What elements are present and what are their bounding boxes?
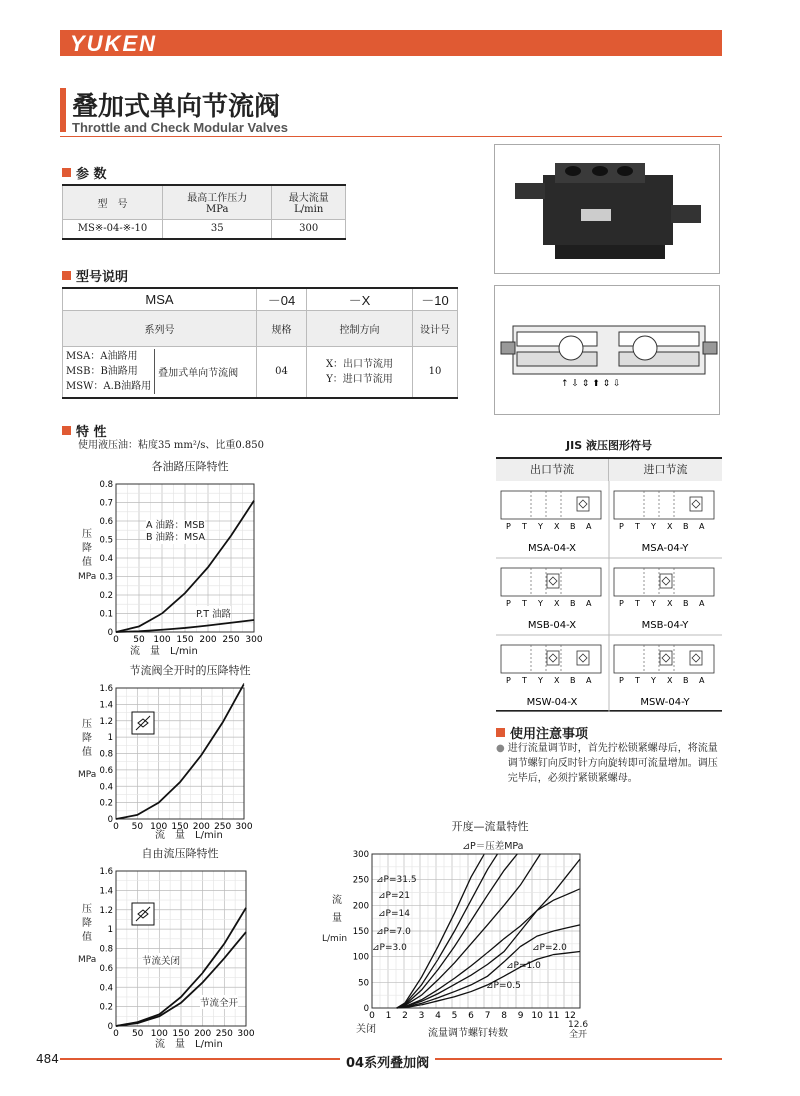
port-label: X xyxy=(667,599,673,608)
params-header-pressure: 最高工作压力 MPa xyxy=(163,185,272,219)
chart-full-open xyxy=(0,660,290,845)
port-label: X xyxy=(554,676,560,685)
port-label: X xyxy=(667,676,673,685)
port-label: T xyxy=(522,522,527,531)
x-tick-label: 0 xyxy=(113,635,119,645)
port-label: Y xyxy=(538,599,543,608)
pd-label: ⊿P=0.5 xyxy=(486,981,521,991)
x-tick-label: 1 xyxy=(385,1011,392,1021)
chart4-x-full: 12.6 全开 xyxy=(568,1020,589,1040)
size-value: 04 xyxy=(257,346,307,398)
port-label: P xyxy=(506,676,511,685)
x-tick-label: 250 xyxy=(222,635,240,645)
chart4-title: 开度—流量特性 xyxy=(451,820,529,833)
label-control: 控制方向 xyxy=(307,310,413,346)
svg-text:↑ ⇩ ⇕ ⬆ ⇕ ⇩: ↑ ⇩ ⇕ ⬆ ⇕ ⇩ xyxy=(561,379,621,389)
chart4-x-closed: 关闭 xyxy=(356,1024,376,1035)
y-tick-label: 0.6 xyxy=(99,765,113,776)
port-label: B xyxy=(570,599,576,608)
x-tick-label: 2 xyxy=(402,1011,408,1021)
port-label: B xyxy=(570,676,576,685)
x-tick-label: 50 xyxy=(133,635,145,645)
chart-free-flow xyxy=(0,843,290,1053)
chart-pressure-drop xyxy=(0,456,290,656)
y-tick-label: 0.5 xyxy=(99,535,113,546)
jis-col-in: 进口节流 xyxy=(609,459,722,481)
chart4-yunit: L/min xyxy=(322,934,348,944)
x-tick-label: 7 xyxy=(484,1011,491,1021)
chart2-ylabel: 压 降 值 xyxy=(82,719,92,758)
chart1-svg xyxy=(0,456,290,656)
footer-series: 04系列叠加阀 xyxy=(340,1052,435,1071)
y-tick-label: 0 xyxy=(107,815,113,825)
jis-model-label: MSB-04-Y xyxy=(641,620,689,631)
port-label: B xyxy=(683,676,689,685)
control-line-x: X：出口节流用 xyxy=(325,358,394,370)
y-tick-label: 50 xyxy=(358,978,369,989)
port-label: X xyxy=(554,522,560,531)
jis-symbol-cell xyxy=(609,491,722,558)
label-series: 系列号 xyxy=(63,310,257,346)
square-bullet-icon xyxy=(62,168,71,177)
x-tick-label: 150 xyxy=(176,635,194,645)
port-label: Y xyxy=(651,522,656,531)
port-label: Y xyxy=(651,599,656,608)
y-tick-label: 0.2 xyxy=(99,798,113,809)
y-tick-label: 1.4 xyxy=(99,700,113,711)
x-tick-label: 50 xyxy=(131,822,144,832)
x-tick-label: 200 xyxy=(192,822,210,832)
chart1-label-ab: A 油路：MSB B 油路：MSA xyxy=(146,520,205,543)
brand-logo: YUKEN xyxy=(70,31,158,56)
port-label: P xyxy=(619,522,624,531)
port-label: T xyxy=(522,599,527,608)
code-size: －04 xyxy=(257,288,307,310)
port-label: T xyxy=(522,676,527,685)
pd-label: ⊿P=21 xyxy=(378,891,410,901)
jis-symbol-cell xyxy=(609,568,722,635)
y-tick-label: 0 xyxy=(363,1004,369,1014)
port-label: T xyxy=(635,676,640,685)
throttle-check-icon xyxy=(132,903,154,925)
x-tick-label: 100 xyxy=(153,635,171,645)
pd-label: ⊿P=3.0 xyxy=(372,943,407,953)
x-tick-label: 250 xyxy=(214,822,232,832)
chart1-xlabel: 流 量 L/min xyxy=(130,646,198,657)
series-line-a: MSA：A油路用 xyxy=(66,351,138,363)
y-tick-label: 0.2 xyxy=(99,591,113,601)
y-tick-label: 0.8 xyxy=(99,749,113,760)
y-tick-label: 150 xyxy=(352,927,369,937)
control-desc-cell xyxy=(307,346,413,398)
params-heading: 参 数 xyxy=(62,163,107,182)
chart3-title: 自由流压降特性 xyxy=(141,847,219,860)
chart4-ylabel: 流 量 xyxy=(332,895,342,924)
params-table xyxy=(62,184,346,240)
y-tick-label: 1.4 xyxy=(99,886,113,897)
section-drawing-svg xyxy=(495,286,721,416)
series-desc: 叠加式单向节流阀 xyxy=(158,368,239,380)
jis-model-label: MSB-04-X xyxy=(527,620,577,631)
jis-symbol-cell xyxy=(609,645,722,712)
design-value: 10 xyxy=(413,346,458,398)
pd-label: ⊿P=2.0 xyxy=(532,943,567,953)
y-tick-label: 0.2 xyxy=(99,1002,113,1013)
pd-label: ⊿P=14 xyxy=(378,909,410,919)
x-tick-label: 150 xyxy=(172,1029,190,1039)
x-tick-label: 300 xyxy=(237,1029,255,1039)
y-tick-label: 0.4 xyxy=(99,983,113,994)
params-cell-model: MS※-04-※-10 xyxy=(63,219,163,239)
square-bullet-icon xyxy=(62,426,71,435)
port-label: P xyxy=(506,522,511,531)
square-bullet-icon xyxy=(62,271,71,280)
y-tick-label: 0 xyxy=(107,628,113,638)
chart2-xlabel: 流 量 L/min xyxy=(155,830,223,841)
port-label: P xyxy=(619,676,624,685)
chart2-yunit: MPa xyxy=(78,770,97,780)
port-label: A xyxy=(586,522,592,531)
x-tick-label: 300 xyxy=(235,822,253,832)
caution-item: ● 进行流量调节时，首先拧松锁紧螺母后，将流量调节螺钉向反时针方向旋转即可流量增加。调压完毕后，必须拧紧锁紧螺母。 xyxy=(496,743,718,784)
model-table xyxy=(62,287,458,399)
title-marker xyxy=(60,88,66,132)
jis-model-label: MSA-04-X xyxy=(527,543,577,554)
port-label: A xyxy=(586,676,592,685)
jis-symbol-cell xyxy=(496,645,609,712)
x-tick-label: 11 xyxy=(547,1011,560,1021)
code-control: －X xyxy=(307,288,413,310)
valve-photo xyxy=(494,144,720,274)
y-tick-label: 300 xyxy=(352,850,369,860)
pd-label: ⊿P=1.0 xyxy=(506,961,541,971)
x-tick-label: 0 xyxy=(369,1011,375,1021)
port-label: T xyxy=(635,522,640,531)
control-line-y: Y：进口节流用 xyxy=(326,373,393,385)
cautions-heading: 使用注意事项 xyxy=(496,723,588,742)
port-label: X xyxy=(554,599,560,608)
jis-symbol-cell xyxy=(496,491,609,558)
chart4-svg xyxy=(310,816,600,1054)
page-number: 484 xyxy=(36,1052,59,1066)
x-tick-label: 250 xyxy=(215,1029,233,1039)
port-label: P xyxy=(506,599,511,608)
x-tick-label: 5 xyxy=(451,1011,458,1021)
chart3-yunit: MPa xyxy=(78,955,97,965)
y-tick-label: 0.1 xyxy=(99,609,113,620)
chart1-yunit: MPa xyxy=(78,572,97,582)
y-tick-label: 1.6 xyxy=(99,684,113,694)
y-tick-label: 0 xyxy=(107,1022,113,1032)
port-label: P xyxy=(619,599,624,608)
jis-symbols xyxy=(496,481,722,712)
valve-photo-drawing xyxy=(495,145,721,275)
y-tick-label: 0.7 xyxy=(99,498,113,509)
x-tick-label: 0 xyxy=(113,1029,119,1039)
model-heading: 型号说明 xyxy=(62,266,128,285)
port-label: T xyxy=(635,599,640,608)
port-label: A xyxy=(699,676,705,685)
port-label: A xyxy=(699,599,705,608)
pd-label: ⊿P=7.0 xyxy=(376,927,411,937)
x-tick-label: 0 xyxy=(113,822,119,832)
series-desc-cell xyxy=(63,346,257,398)
params-header-model: 型 号 xyxy=(63,185,163,219)
x-tick-label: 100 xyxy=(150,822,168,832)
port-label: A xyxy=(699,522,705,531)
label-design: 设计号 xyxy=(413,310,458,346)
y-tick-label: 200 xyxy=(352,901,369,912)
x-tick-label: 200 xyxy=(194,1029,212,1039)
params-header-flow: 最大流量 L/min xyxy=(272,185,346,219)
y-tick-label: 0.3 xyxy=(99,572,113,583)
chart2-title: 节流阀全开时的压降特性 xyxy=(129,664,251,677)
chart1-title: 各油路压降特性 xyxy=(151,460,229,473)
y-tick-label: 0.4 xyxy=(99,782,113,793)
x-tick-label: 10 xyxy=(531,1011,543,1021)
jis-symbol-cell xyxy=(496,568,609,635)
x-tick-label: 4 xyxy=(435,1011,441,1021)
jis-model-label: MSW-04-Y xyxy=(640,697,690,708)
chart4-xlabel: 流量调节螺钉转数 xyxy=(428,1028,508,1039)
chart1-label-pt: P.T 油路 xyxy=(196,606,231,620)
x-tick-label: 8 xyxy=(501,1011,507,1021)
params-cell-pressure: 35 xyxy=(163,219,272,239)
section-drawing xyxy=(494,285,720,415)
y-tick-label: 1 xyxy=(107,733,113,744)
y-tick-label: 100 xyxy=(352,952,369,963)
y-tick-label: 1.6 xyxy=(99,867,113,877)
top-bar xyxy=(60,30,722,56)
code-series: MSA xyxy=(63,288,257,310)
x-tick-label: 50 xyxy=(131,1029,144,1039)
chart3-label-closed: 节流关闭 xyxy=(142,953,180,967)
page-subtitle: Throttle and Check Modular Valves xyxy=(72,120,288,135)
y-tick-label: 1.2 xyxy=(99,905,113,916)
square-bullet-icon xyxy=(496,728,505,737)
chart4-legend: ⊿P＝压差MPa xyxy=(462,841,524,852)
jis-col-out: 出口节流 xyxy=(496,459,609,481)
x-tick-label: 100 xyxy=(150,1029,168,1039)
jis-title: JIS 液压图形符号 xyxy=(566,439,652,452)
port-label: Y xyxy=(538,676,543,685)
jis-model-label: MSA-04-Y xyxy=(641,543,689,554)
series-line-w: MSW：A.B油路用 xyxy=(66,381,152,393)
chart1-ylabel: 压 降 值 xyxy=(82,529,92,568)
series-line-b: MSB：B油路用 xyxy=(66,366,138,378)
throttle-check-icon xyxy=(132,712,154,734)
chart2-svg xyxy=(0,660,290,845)
port-label: A xyxy=(586,599,592,608)
jis-table xyxy=(496,457,722,712)
page-title: 叠加式单向节流阀 xyxy=(72,92,281,122)
pd-label: ⊿P=31.5 xyxy=(376,875,417,885)
y-tick-label: 1 xyxy=(107,925,113,936)
port-label: B xyxy=(683,599,689,608)
chart3-svg xyxy=(0,843,290,1053)
y-tick-label: 0.8 xyxy=(99,944,113,955)
series-line-6 xyxy=(397,925,580,1008)
y-tick-label: 0.6 xyxy=(99,963,113,974)
chart3-label-open: 节流全开 xyxy=(200,995,238,1009)
x-tick-label: 200 xyxy=(199,635,217,645)
oil-note: 使用液压油：粘度35 mm²/s、比重0.850 xyxy=(78,440,265,451)
y-tick-label: 0.8 xyxy=(99,480,113,490)
y-tick-label: 0.4 xyxy=(99,554,113,564)
params-cell-flow: 300 xyxy=(272,219,346,239)
label-size: 规格 xyxy=(257,310,307,346)
y-tick-label: 1.2 xyxy=(99,716,113,727)
x-tick-label: 12 xyxy=(564,1011,576,1021)
x-tick-label: 3 xyxy=(418,1011,425,1021)
x-tick-label: 300 xyxy=(245,635,263,645)
chart3-ylabel: 压 降 值 xyxy=(82,904,92,943)
jis-model-label: MSW-04-X xyxy=(526,697,578,708)
features-heading: 特 性 xyxy=(62,421,107,440)
port-label: Y xyxy=(651,676,656,685)
title-rule xyxy=(60,136,722,137)
x-tick-label: 6 xyxy=(468,1011,474,1021)
code-design: －10 xyxy=(413,288,458,310)
port-label: Y xyxy=(538,522,543,531)
y-tick-label: 0.6 xyxy=(99,517,113,527)
y-tick-label: 250 xyxy=(352,875,369,886)
chart-opening-flow xyxy=(310,816,600,1054)
port-label: B xyxy=(683,522,689,531)
port-label: X xyxy=(667,522,673,531)
x-tick-label: 150 xyxy=(171,822,189,832)
bullet-dot-icon: ● xyxy=(496,743,505,754)
chart3-xlabel: 流 量 L/min xyxy=(155,1039,223,1050)
port-label: B xyxy=(570,522,576,531)
x-tick-label: 9 xyxy=(517,1011,524,1021)
